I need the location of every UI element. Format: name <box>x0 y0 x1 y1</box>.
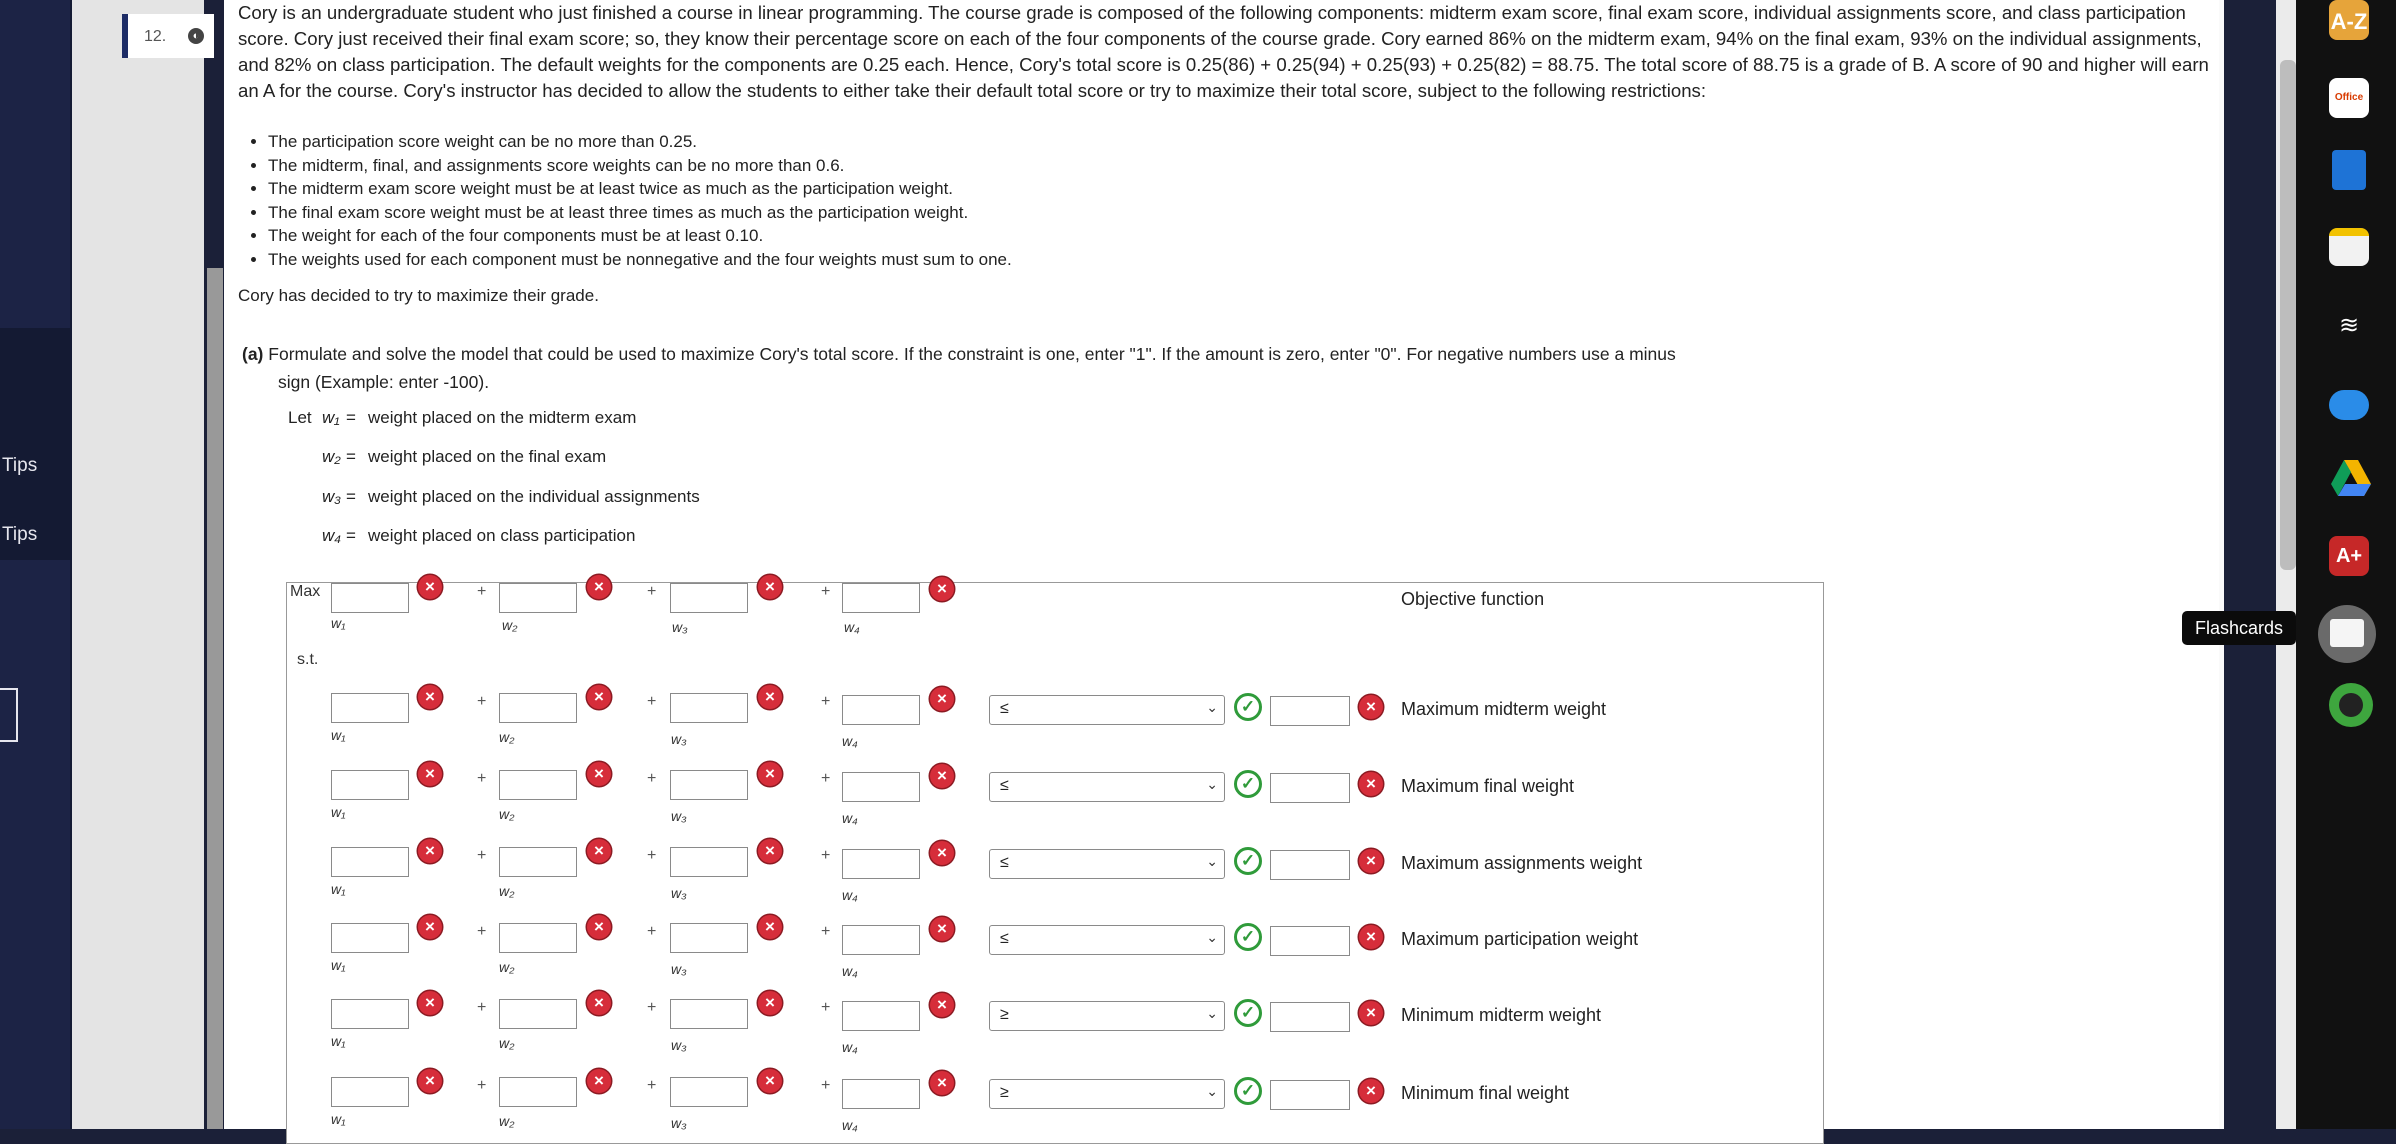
az-label: A-Z <box>2330 9 2368 34</box>
coef-input-w2[interactable] <box>499 770 577 800</box>
var-label: w₁ <box>331 957 346 973</box>
plus-sign: + <box>477 693 487 710</box>
plus-sign: + <box>477 583 487 600</box>
var-label: w₄ <box>842 733 858 749</box>
check-icon: ✓ <box>1234 999 1262 1027</box>
sign-select[interactable] <box>989 695 1225 725</box>
sign-select[interactable] <box>989 1079 1225 1109</box>
plus-sign: + <box>821 770 831 787</box>
sign-value: ≥ <box>1000 1006 1009 1023</box>
check-icon: ✓ <box>1234 923 1262 951</box>
var-label-w4: w₄ <box>844 619 860 635</box>
error-icon: × <box>930 1071 954 1095</box>
coef-input-w2[interactable] <box>499 847 577 877</box>
office-icon[interactable] <box>2329 78 2369 118</box>
plus-sign: + <box>821 923 831 940</box>
part-a-text-2: sign (Example: enter -100). <box>278 372 490 392</box>
list-item: • The final exam score weight must be at least three times as much as the participation weight. <box>268 201 1012 225</box>
error-icon: × <box>1359 849 1383 873</box>
book-icon[interactable] <box>2332 150 2366 190</box>
error-icon: × <box>418 1069 442 1093</box>
error-icon: × <box>930 577 954 601</box>
coef-input-w4[interactable] <box>842 695 920 725</box>
error-icon: × <box>587 991 611 1015</box>
plus-sign: + <box>647 693 657 710</box>
var-symbol: w₃ <box>322 487 342 506</box>
error-icon: × <box>1359 925 1383 949</box>
flashcards-tooltip: Flashcards <box>2182 611 2296 645</box>
var-label: w₃ <box>671 731 687 747</box>
error-icon: × <box>758 991 782 1015</box>
var-label: w₁ <box>331 881 346 897</box>
a-plus-icon[interactable]: A+ <box>2329 536 2369 576</box>
sign-select[interactable] <box>989 772 1225 802</box>
error-icon: × <box>418 685 442 709</box>
check-icon: ✓ <box>1234 693 1262 721</box>
question-intro: Cory is an undergraduate student who just finished a course in linear programming. The course grade is composed of the following components: midterm exam score, final exam score, individual assignments score, and class participation score. Cory just received their final exam score; so, they know their percentage score on each of the four components of the course grade. Cory earned 86% on the midterm exam, 94% on the final exam, 93% on the individual assignments, and 82% on class participation. The default weights for the components are 0.25 each. Hence, Cory's total score is 0.25(86) + 0.25(94) + 0.25(93) + 0.25(82) = 88.75. The total score of 88.75 is a grade of B. A score of 90 and higher will earn an A for the course. Cory's instructor has decided to allow the students to either take their default total score or try to maximize their total score, subject to the following restrictions: <box>238 2 2209 101</box>
coef-input-w3[interactable] <box>670 1077 748 1107</box>
plus-sign: + <box>821 999 831 1016</box>
question-number-box[interactable] <box>122 14 214 58</box>
var-label: w₄ <box>842 1039 858 1055</box>
error-icon: × <box>587 915 611 939</box>
plus-sign: + <box>647 770 657 787</box>
var-label: w₃ <box>671 885 687 901</box>
error-icon: × <box>418 839 442 863</box>
chevron-down-icon: ⌄ <box>1206 1005 1218 1021</box>
coef-input-w1[interactable] <box>331 1077 409 1107</box>
lp-model-box <box>286 577 1824 1144</box>
error-icon: × <box>587 685 611 709</box>
var-label: w₁ <box>331 804 346 820</box>
sign-select[interactable] <box>989 925 1225 955</box>
var-symbol: w₄ <box>322 526 342 545</box>
error-icon: × <box>587 762 611 786</box>
constraint-row-6 <box>287 1071 1817 1137</box>
var-label: w₃ <box>671 1037 687 1053</box>
objective-label: Objective function <box>1401 589 1545 609</box>
var-symbol: w₁ <box>322 408 340 427</box>
var-text: weight placed on the midterm exam <box>368 408 637 427</box>
constraint-description: Maximum participation weight <box>1401 929 1639 949</box>
coef-input-w1[interactable] <box>331 847 409 877</box>
constraint-description: Maximum final weight <box>1401 776 1575 796</box>
error-icon: × <box>418 915 442 939</box>
constraint-row-3 <box>287 841 1817 907</box>
plus-sign: + <box>821 1077 831 1094</box>
tips-link-1[interactable]: Tips <box>2 455 38 476</box>
var-label: w₂ <box>499 883 515 899</box>
var-symbol: w₂ <box>322 447 341 466</box>
error-icon: × <box>758 762 782 786</box>
rhs-input[interactable] <box>1270 773 1350 803</box>
coef-input-w4[interactable] <box>842 772 920 802</box>
audio-icon[interactable]: ≋ <box>2338 312 2360 339</box>
var-label: w₂ <box>499 959 515 975</box>
coef-input-w1[interactable] <box>331 770 409 800</box>
part-a-label: (a) <box>242 344 264 364</box>
plus-sign: + <box>477 847 487 864</box>
var-text: weight placed on the final exam <box>368 447 607 466</box>
error-icon: × <box>758 1069 782 1093</box>
card-shape <box>2330 619 2364 647</box>
inner-circle <box>2339 693 2363 717</box>
chevron-down-icon: ⌄ <box>1206 776 1218 792</box>
scrollbar-thumb[interactable] <box>2280 60 2296 570</box>
plus-sign: + <box>647 847 657 864</box>
equals-sign: = <box>346 487 356 506</box>
error-icon: × <box>758 915 782 939</box>
check-icon: ✓ <box>1234 770 1262 798</box>
chevron-down-icon: ⌄ <box>1206 853 1218 869</box>
plus-sign: + <box>477 770 487 787</box>
constraint-description: Maximum midterm weight <box>1401 699 1607 719</box>
objective-coef-w4[interactable] <box>842 583 920 613</box>
objective-coef-w1[interactable] <box>331 583 409 613</box>
var-label-w1: w₁ <box>331 615 346 631</box>
coef-input-w3[interactable] <box>670 847 748 877</box>
let-word: Let <box>288 408 312 427</box>
rhs-input[interactable] <box>1270 696 1350 726</box>
var-label: w₂ <box>499 1035 515 1051</box>
check-icon: ✓ <box>1234 1077 1262 1105</box>
coef-input-w2[interactable] <box>499 923 577 953</box>
var-label: w₁ <box>331 1111 346 1127</box>
a-z-icon[interactable] <box>2329 0 2369 40</box>
error-icon: × <box>1359 1001 1383 1025</box>
error-icon: × <box>587 839 611 863</box>
coef-input-w1[interactable] <box>331 999 409 1029</box>
error-icon: × <box>418 991 442 1015</box>
var-label: w₃ <box>671 1115 687 1131</box>
chevron-down-icon: ⌄ <box>1206 699 1218 715</box>
coef-input-w3[interactable] <box>670 693 748 723</box>
plus-sign: + <box>821 693 831 710</box>
error-icon: × <box>1359 695 1383 719</box>
coef-input-w2[interactable] <box>499 999 577 1029</box>
flashcards-icon[interactable] <box>2318 605 2376 663</box>
list-item: • The midterm exam score weight must be at least twice as much as the participation weight. <box>268 177 1012 201</box>
coef-input-w3[interactable] <box>670 770 748 800</box>
var-label: w₄ <box>842 1117 858 1133</box>
error-icon: × <box>930 917 954 941</box>
plus-sign: + <box>647 999 657 1016</box>
error-icon: × <box>587 1069 611 1093</box>
variable-definition <box>288 408 636 428</box>
left-panel-box[interactable] <box>0 688 18 742</box>
plus-sign: + <box>477 1077 487 1094</box>
left-scrollbar[interactable] <box>207 268 223 1129</box>
chevron-down-icon: ⌄ <box>1206 929 1218 945</box>
error-icon: × <box>930 841 954 865</box>
sign-value: ≤ <box>1000 777 1009 794</box>
coef-input-w1[interactable] <box>331 923 409 953</box>
coef-input-w3[interactable] <box>670 999 748 1029</box>
constraint-row-5 <box>287 993 1817 1059</box>
equals-sign: = <box>346 447 356 466</box>
var-label: w₂ <box>499 806 515 822</box>
rhs-input[interactable] <box>1270 1080 1350 1110</box>
half-circle-icon: ◐ <box>188 28 204 44</box>
error-icon: × <box>418 762 442 786</box>
var-label: w₁ <box>331 727 346 743</box>
equals-sign: = <box>346 526 356 545</box>
var-label: w₁ <box>331 1033 346 1049</box>
plus-sign: + <box>647 923 657 940</box>
variable-definition <box>322 487 700 507</box>
list-item: • The participation score weight can be no more than 0.25. <box>268 130 1012 154</box>
sign-value: ≤ <box>1000 930 1009 947</box>
coef-input-w3[interactable] <box>670 923 748 953</box>
plus-sign: + <box>647 583 657 600</box>
coef-input-w4[interactable] <box>842 1079 920 1109</box>
error-icon: × <box>587 575 611 599</box>
sign-value: ≤ <box>1000 700 1009 717</box>
constraint-row-1 <box>287 687 1817 753</box>
var-label: w₂ <box>499 1113 515 1129</box>
coef-input-w4[interactable] <box>842 849 920 879</box>
plus-sign: + <box>477 999 487 1016</box>
var-text: weight placed on class participation <box>368 526 636 545</box>
var-label: w₂ <box>499 729 515 745</box>
constraint-description: Minimum midterm weight <box>1401 1005 1602 1025</box>
check-icon: ✓ <box>1234 847 1262 875</box>
variable-definition <box>322 526 635 546</box>
variable-definition <box>322 447 606 467</box>
plus-sign: + <box>821 583 831 600</box>
plus-sign: + <box>821 847 831 864</box>
rhs-input[interactable] <box>1270 1002 1350 1032</box>
coef-input-w2[interactable] <box>499 1077 577 1107</box>
cloud-icon[interactable] <box>2329 390 2369 420</box>
drive-icon[interactable] <box>2329 458 2369 498</box>
notepad-icon[interactable] <box>2329 228 2369 266</box>
question-number: 12. <box>144 28 167 45</box>
chevron-down-icon: ⌄ <box>1206 1083 1218 1099</box>
var-label: w₄ <box>842 887 858 903</box>
var-label-w3: w₃ <box>672 619 688 635</box>
part-a-text-1: Formulate and solve the model that could be used to maximize Cory's total score. If the constraint is one, enter "1". If the amount is zero, enter "0". For negative numbers use a minus <box>268 344 1676 364</box>
rhs-input[interactable] <box>1270 850 1350 880</box>
green-circle-icon[interactable] <box>2329 683 2373 727</box>
tips-link-2[interactable]: Tips <box>2 524 38 545</box>
part-a-instructions <box>242 340 1842 396</box>
constraint-row-4 <box>287 917 1817 983</box>
objective-coef-w3[interactable] <box>670 583 748 613</box>
rhs-input[interactable] <box>1270 926 1350 956</box>
question-gutter <box>72 0 204 1129</box>
sign-select[interactable] <box>989 849 1225 879</box>
error-icon: × <box>930 993 954 1017</box>
constraint-description: Maximum assignments weight <box>1401 853 1643 873</box>
restrictions-list <box>238 130 1012 271</box>
list-item: • The weight for each of the four components must be at least 0.10. <box>268 224 1012 248</box>
sign-value: ≥ <box>1000 1084 1009 1101</box>
error-icon: × <box>758 575 782 599</box>
var-label: w₃ <box>671 808 687 824</box>
coef-input-w2[interactable] <box>499 693 577 723</box>
plus-sign: + <box>477 923 487 940</box>
error-icon: × <box>1359 772 1383 796</box>
plus-sign: + <box>647 1077 657 1094</box>
var-label-w2: w₂ <box>502 617 518 633</box>
error-icon: × <box>930 687 954 711</box>
var-label: w₄ <box>842 963 858 979</box>
max-label: Max <box>290 583 321 600</box>
decision-text: Cory has decided to try to maximize their grade. <box>238 286 599 305</box>
var-label: w₃ <box>671 961 687 977</box>
list-item: • The weights used for each component must be nonnegative and the four weights must sum to one. <box>268 248 1012 272</box>
sign-value: ≤ <box>1000 854 1009 871</box>
left-panel <box>0 0 72 1129</box>
constraint-description: Minimum final weight <box>1401 1083 1570 1103</box>
objective-coef-w2[interactable] <box>499 583 577 613</box>
error-icon: × <box>758 685 782 709</box>
constraint-row-2 <box>287 764 1817 830</box>
office-label: Office <box>2334 92 2364 103</box>
var-text: weight placed on the individual assignments <box>368 487 700 506</box>
coef-input-w4[interactable] <box>842 1001 920 1031</box>
coef-input-w4[interactable] <box>842 925 920 955</box>
error-icon: × <box>930 764 954 788</box>
error-icon: × <box>758 839 782 863</box>
coef-input-w1[interactable] <box>331 693 409 723</box>
sign-select[interactable] <box>989 1001 1225 1031</box>
st-label: s.t. <box>297 651 319 668</box>
equals-sign: = <box>346 408 356 427</box>
var-label: w₄ <box>842 810 858 826</box>
error-icon: × <box>1359 1079 1383 1103</box>
list-item: • The midterm, final, and assignments score weights can be no more than 0.6. <box>268 154 1012 178</box>
error-icon: × <box>418 575 442 599</box>
